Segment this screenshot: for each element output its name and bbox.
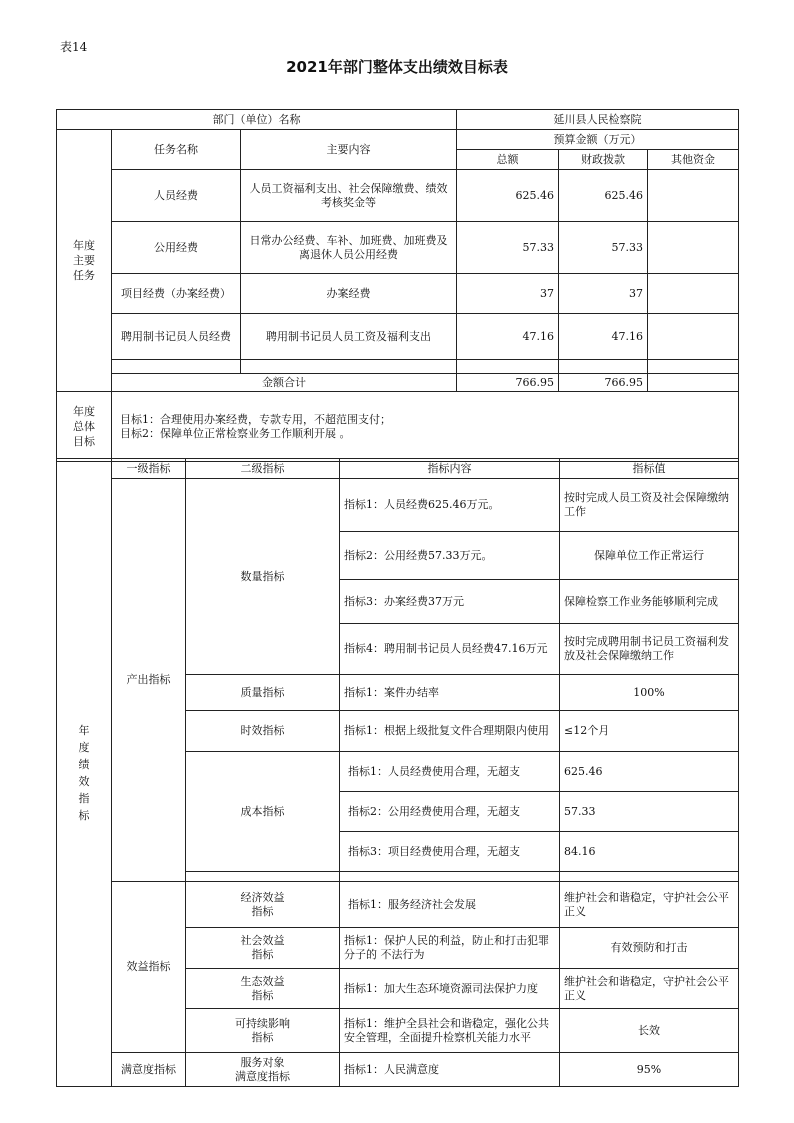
indicator-value: 57.33 (560, 792, 739, 832)
sum-row (57, 374, 739, 392)
indicator-content: 指标3：项目经费使用合理，无超支 (340, 832, 560, 872)
indicator-content: 指标2：公用经费使用合理，无超支 (340, 792, 560, 832)
satisfaction-sub-label: 服务对象 满意度指标 (186, 1053, 340, 1087)
sum-fiscal: 766.95 (559, 374, 648, 392)
indicator-content: 指标2：公用经费57.33万元。 (340, 532, 560, 580)
table-row (57, 479, 739, 532)
blank-cell (112, 360, 241, 374)
task-total: 57.33 (457, 222, 559, 274)
table-row (57, 314, 739, 360)
task-content: 日常办公经费、车补、加班费、加班费及离退休人员公用经费 (241, 222, 457, 274)
task-fiscal: 47.16 (559, 314, 648, 360)
benefit-sub-label: 生态效益 指标 (186, 969, 340, 1009)
indicator-value: 100% (560, 675, 739, 711)
blank-cell (340, 872, 560, 882)
indicator-content: 指标1：人员经费625.46万元。 (340, 479, 560, 532)
quantity-indicator-label: 数量指标 (186, 479, 340, 675)
task-name: 聘用制书记员人员经费 (112, 314, 241, 360)
col-other: 其他资金 (648, 150, 739, 170)
task-total: 37 (457, 274, 559, 314)
benefit-sub-label: 经济效益 指标 (186, 882, 340, 928)
indicator-value: ≤12个月 (560, 711, 739, 752)
col-level2: 二级指标 (186, 459, 340, 479)
dept-value: 延川县人民检察院 (457, 110, 739, 130)
task-name: 公用经费 (112, 222, 241, 274)
task-other (648, 274, 739, 314)
satisfaction-indicator-label: 满意度指标 (112, 1053, 186, 1087)
page-title: 2021年部门整体支出绩效目标表 (286, 58, 508, 76)
indicator-value: 维护社会和谐稳定，守护社会公平正义 (560, 882, 739, 928)
blank-cell (648, 360, 739, 374)
task-content: 聘用制书记员人员工资及福利支出 (241, 314, 457, 360)
col-fiscal: 财政拨款 (559, 150, 648, 170)
tasks-section-label: 年度 主要 任务 (57, 130, 112, 392)
perf-section-label: 年 度 绩 效 指 标 (57, 459, 112, 1087)
indicator-content: 指标1：维护全县社会和谐稳定，强化公共安全管理，全面提升检察机关能力水平 (340, 1009, 560, 1053)
col-level1: 一级指标 (112, 459, 186, 479)
timeliness-indicator-label: 时效指标 (186, 711, 340, 752)
benefit-sub-label: 社会效益 指标 (186, 928, 340, 969)
benefit-indicator-label: 效益指标 (112, 882, 186, 1053)
indicator-content: 指标1：人民满意度 (340, 1053, 560, 1087)
col-task-name: 任务名称 (112, 130, 241, 170)
indicator-value: 保障单位工作正常运行 (560, 532, 739, 580)
table-row (57, 882, 739, 928)
task-total: 625.46 (457, 170, 559, 222)
col-indicator-value: 指标值 (560, 459, 739, 479)
task-content: 办案经费 (241, 274, 457, 314)
task-name: 项目经费（办案经费） (112, 274, 241, 314)
indicator-value: 保障检察工作业务能够顺利完成 (560, 580, 739, 624)
table-row (57, 274, 739, 314)
blank-cell (457, 360, 559, 374)
indicator-value: 按时完成人员工资及社会保障缴纳工作 (560, 479, 739, 532)
col-budget-amount: 预算金额（万元） (457, 130, 739, 150)
blank-cell (560, 872, 739, 882)
blank-cell (559, 360, 648, 374)
indicator-content: 指标4：聘用制书记员人员经费47.16万元 (340, 624, 560, 675)
indicator-content: 指标1：人员经费使用合理，无超支 (340, 752, 560, 792)
indicator-value: 维护社会和谐稳定，守护社会公平正义 (560, 969, 739, 1009)
indicator-value: 95% (560, 1053, 739, 1087)
indicator-content: 指标1：案件办结率 (340, 675, 560, 711)
dept-label: 部门（单位）名称 (57, 110, 457, 130)
indicator-content: 指标1：根据上级批复文件合理期限内使用 (340, 711, 560, 752)
sum-label: 金额合计 (112, 374, 457, 392)
task-other (648, 170, 739, 222)
table-row (57, 1053, 739, 1087)
indicator-content: 指标1：服务经济社会发展 (340, 882, 560, 928)
blank-cell (186, 872, 340, 882)
cost-indicator-label: 成本指标 (186, 752, 340, 872)
quality-indicator-label: 质量指标 (186, 675, 340, 711)
budget-tasks-table (56, 109, 739, 462)
indicator-value: 按时完成聘用制书记员工资福利发放及社会保障缴纳工作 (560, 624, 739, 675)
indicator-content: 指标1：保护人民的利益，防止和打击犯罪分子的 不法行为 (340, 928, 560, 969)
task-content: 人员工资福利支出、社会保障缴费、绩效考核奖金等 (241, 170, 457, 222)
task-name: 人员经费 (112, 170, 241, 222)
sum-other (648, 374, 739, 392)
table-row (57, 170, 739, 222)
indicator-value: 长效 (560, 1009, 739, 1053)
task-fiscal: 37 (559, 274, 648, 314)
task-fiscal: 57.33 (559, 222, 648, 274)
col-indicator-content: 指标内容 (340, 459, 560, 479)
task-fiscal: 625.46 (559, 170, 648, 222)
col-main-content: 主要内容 (241, 130, 457, 170)
goals-section-label: 年度 总体 目标 (57, 392, 112, 462)
task-other (648, 314, 739, 360)
table-row (57, 222, 739, 274)
goals-text: 目标1：合理使用办案经费，专款专用，不超范围支付； 目标2：保障单位正常检察业务工作顺利开展 。 (112, 392, 739, 462)
table-number: 表14 (60, 40, 88, 54)
indicator-value: 625.46 (560, 752, 739, 792)
indicator-content: 指标1：加大生态环境资源司法保护力度 (340, 969, 560, 1009)
indicator-content: 指标3：办案经费37万元 (340, 580, 560, 624)
performance-indicators-table (56, 458, 739, 1087)
col-total: 总额 (457, 150, 559, 170)
task-total: 47.16 (457, 314, 559, 360)
sum-total: 766.95 (457, 374, 559, 392)
indicator-value: 84.16 (560, 832, 739, 872)
indicator-value: 有效预防和打击 (560, 928, 739, 969)
task-other (648, 222, 739, 274)
benefit-sub-label: 可持续影响 指标 (186, 1009, 340, 1053)
blank-cell (241, 360, 457, 374)
output-indicator-label: 产出指标 (112, 479, 186, 882)
